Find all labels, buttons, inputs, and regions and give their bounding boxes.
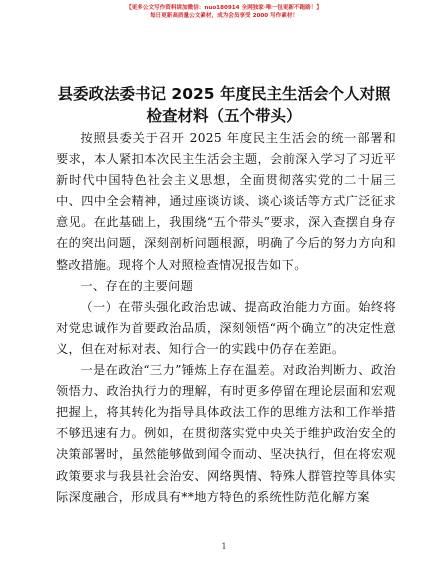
document-title	[40, 83, 408, 127]
promo-banner-line-2: 每日更新高质量公文素材，成为会员享受 2000 写作素材！	[149, 13, 299, 19]
document-title-line-2: 检查材料（五个带头）	[146, 107, 302, 125]
body-paragraph: 一是在政治“三力”锤炼上存在温差。对政治判断力、政治领悟力、政治执行力的理解，有时更多停留在理论层面和宏观把握上，将其转化为指导具体政法工作的思维方法和工作举措不够迅速有力。例如，在贯彻落实党中央关于维护政治安全的决策部署时，虽然能够做到闻令而动、坚决执行，但在将宏观政策要求与我县社会治安、网络舆情、特殊人群管控等具体实际深度融合，形成具有**地方特色的系统性防范化解方案	[56, 363, 396, 504]
document-title-line-1: 县委政法委书记 2025 年度民主生活会个人对照	[57, 85, 391, 103]
promo-banner	[0, 4, 448, 20]
page-number: 1	[221, 542, 227, 551]
document-body	[56, 128, 396, 508]
subsection-paragraph: （一）在带头强化政治忠诚、提高政治能力方面。始终将对党忠诚作为首要政治品质，深刻领悟“两个确立”的决定性意义，但在对标对表、知行合一的实践中仍存在差距。	[56, 299, 396, 356]
promo-banner-line-1: 【更多公文写作资料请加微信：nuo180914 全网独家·唯一包更新不跑路！】	[126, 5, 322, 11]
section-heading: 一、存在的主要问题	[80, 278, 194, 293]
intro-paragraph: 按照县委关于召开 2025 年度民主生活会的统一部署和要求，本人紧扣本次民主生活会主题，会前深入学习了习近平新时代中国特色社会主义思想，全面贯彻落实党的二十届三中、四中全会精神，通过座谈访谈、谈心谈话等方式广泛征求意见。在此基础上，我围绕“五个带头”要求，深入查摆自身存在的突出问题，深刻剖析问题根源，明确了今后的努力方向和整改措施。现将个人对照检查情况报告如下。	[56, 131, 396, 272]
